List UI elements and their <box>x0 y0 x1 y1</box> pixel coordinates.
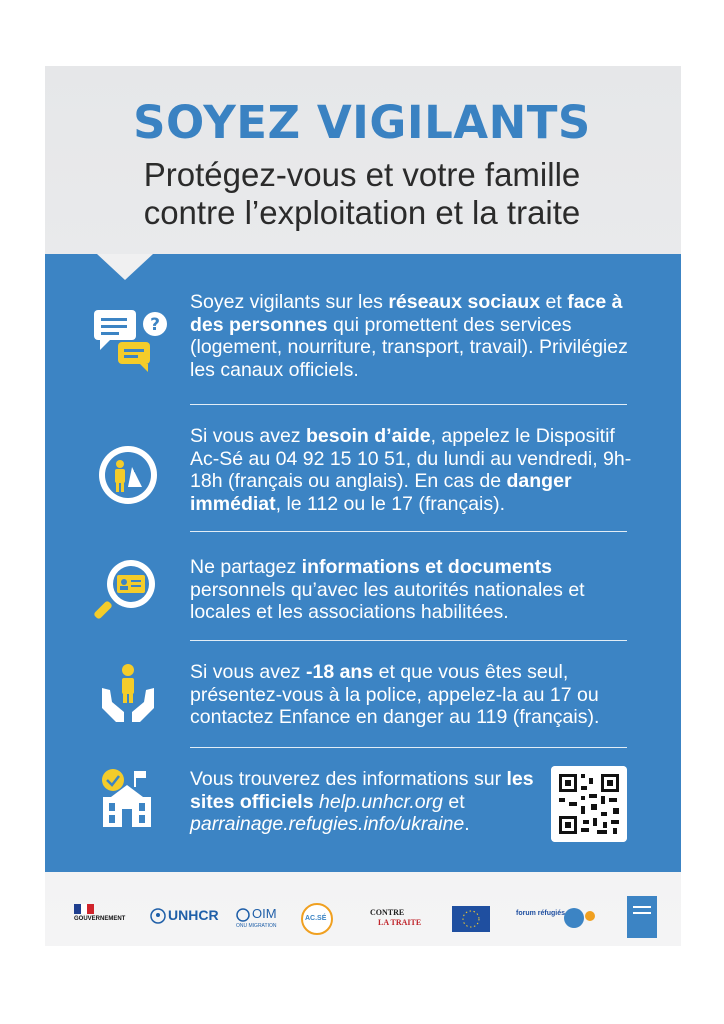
forum-refugies-logo: forum réfugiés <box>516 910 566 917</box>
section-divider <box>190 404 627 405</box>
emphasis-text: -18 ans <box>305 661 374 683</box>
emphasis-text: informations et documents <box>301 556 552 578</box>
panel-notch <box>97 254 153 280</box>
section-divider <box>190 531 627 532</box>
acse-logo: AC.SÉ <box>305 915 327 922</box>
body-text: Soyez vigilants sur les <box>190 291 389 313</box>
body-text: . <box>464 813 470 835</box>
body-text: , appelez le Dispositif Ac-Sé au 04 92 15 10 51, du lundi au vendredi, 9h-18h (français ou anglais). En cas de <box>190 425 632 492</box>
official-building-icon <box>97 767 157 831</box>
body-text: Si vous avez <box>190 425 306 447</box>
id-card-magnifier-icon <box>93 556 165 624</box>
emphasis-text: besoin d’aide <box>305 425 431 447</box>
website-link-text: help.unhcr.org <box>318 790 443 813</box>
body-text: Si vous avez <box>190 661 306 683</box>
section-text <box>190 661 640 729</box>
la-traite-logo: LA TRAITE <box>378 918 422 927</box>
emphasis-text: réseaux sociaux <box>388 291 541 313</box>
subtitle-line-1: Protégez-vous et votre famille <box>143 156 581 193</box>
unhcr-logo: UNHCR <box>168 907 219 923</box>
section-text <box>190 425 640 515</box>
emphasis-text: face à des personnes <box>190 291 623 336</box>
partner-logos <box>60 896 670 946</box>
website-link-text: parrainage.refugies.info/ukraine <box>190 813 465 835</box>
africa-map-logo-icon <box>560 904 602 932</box>
gouvernement-logo: GOUVERNEMENT <box>74 916 126 922</box>
section-text <box>190 556 640 624</box>
page-title: SOYEZ VIGILANTS <box>133 96 591 149</box>
body-text: Ne partagez <box>190 556 302 578</box>
body-text: et <box>540 291 568 313</box>
qr-code-icon <box>551 766 627 842</box>
emphasis-text: danger immédiat <box>190 470 572 515</box>
oim-logo: OIM <box>252 906 277 921</box>
chat-bubbles-icon <box>92 306 172 374</box>
body-text: personnels qu’avec les autorités nationales et locales et les associations habilitées. <box>190 578 585 623</box>
contre-logo: CONTRE <box>370 908 405 917</box>
section-divider <box>190 640 627 641</box>
body-text: Vous trouverez des informations sur <box>190 768 507 790</box>
body-text: et <box>442 790 465 813</box>
body-text: , le 112 ou le 17 (français). <box>275 492 506 515</box>
unhcr-emblem-icon <box>150 908 166 924</box>
oim-emblem-icon <box>236 908 250 922</box>
section-text <box>190 291 640 381</box>
page-subtitle <box>62 156 662 232</box>
body-text: qui promettent des services (logement, nourriture, transport, travail). Privilégiez les canaux officiels. <box>190 313 628 381</box>
section-text <box>190 768 540 836</box>
subtitle-line-2: contre l’exploitation et la traite <box>143 194 581 231</box>
help-person-icon <box>96 443 160 507</box>
emphasis-text: les sites officiels <box>190 768 534 813</box>
french-flag-icon <box>74 904 94 914</box>
partner-blue-logo-icon <box>627 896 657 938</box>
section-divider <box>190 747 627 748</box>
oim-subtitle: ONU MIGRATION <box>236 923 277 929</box>
svg-text:?: ? <box>150 315 160 335</box>
eu-flag-icon <box>452 906 490 932</box>
body-text: et que vous êtes seul, présentez-vous à la police, appelez-la au 17 ou contactez Enfance en danger au 119 (français). <box>190 661 600 728</box>
child-hands-icon <box>98 662 158 726</box>
